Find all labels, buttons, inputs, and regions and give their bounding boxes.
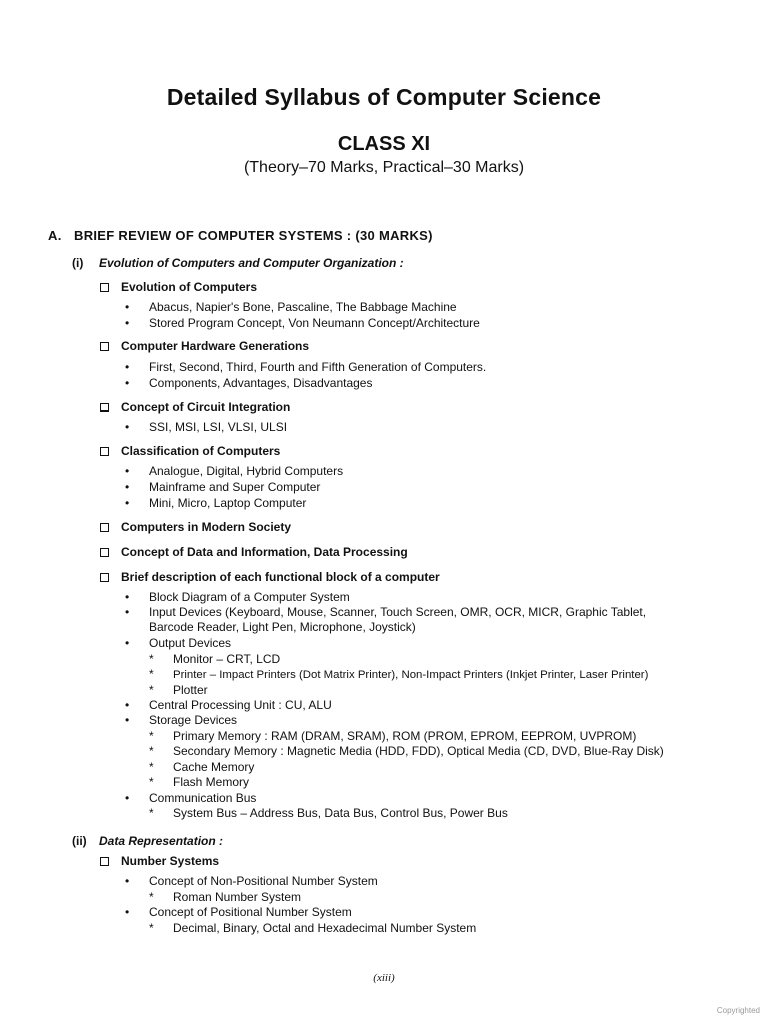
topic-label: Concept of Data and Information, Data Processing: [121, 545, 408, 559]
bullet-text: Components, Advantages, Disadvantages: [149, 376, 373, 390]
bullet-icon: •: [125, 605, 130, 619]
bullet-item: [125, 360, 487, 374]
subsection-text: Evolution of Computers and Computer Organization :: [99, 256, 404, 270]
bullet-item: [125, 480, 321, 494]
subbullet-item: [149, 652, 281, 666]
checkbox-icon: [100, 857, 109, 866]
subbullet-item: [149, 683, 208, 697]
bullet-item: [125, 590, 350, 604]
subbullet-item: [149, 729, 637, 743]
bullet-icon: •: [125, 905, 130, 919]
bullet-icon: •: [125, 480, 130, 494]
subbullet-text: Primary Memory : RAM (DRAM, SRAM), ROM (PROM, EPROM, EEPROM, UVPROM): [173, 729, 637, 743]
page-number: (xiii): [373, 972, 395, 984]
bullet-icon: •: [125, 464, 130, 478]
bullet-icon: •: [125, 300, 130, 314]
subbullet-text: Plotter: [173, 683, 208, 697]
bullet-item: [125, 605, 647, 619]
bullet-text: Analogue, Digital, Hybrid Computers: [149, 464, 344, 478]
topic-label: Classification of Computers: [121, 444, 281, 458]
copyright-watermark: Copyrighted: [716, 1006, 760, 1015]
bullet-item: [125, 698, 332, 712]
bullet-item: [125, 791, 257, 805]
bullet-icon: •: [125, 316, 130, 330]
subsection-number: (i): [72, 256, 84, 270]
bullet-text: Communication Bus: [149, 791, 257, 805]
section-a-heading: [48, 228, 433, 243]
marks-subheading: (Theory–70 Marks, Practical–30 Marks): [243, 159, 525, 176]
bullet-icon: •: [125, 360, 130, 374]
bullet-item: [125, 874, 378, 888]
bullet-text: Barcode Reader, Light Pen, Microphone, Joystick): [149, 620, 416, 634]
subbullet-text: Cache Memory: [173, 760, 255, 774]
bullet-icon: •: [125, 874, 130, 888]
subbullet-item: [149, 744, 664, 758]
topic-hardware-generations: [100, 339, 309, 353]
bullet-text: Concept of Non-Positional Number System: [149, 874, 378, 888]
subbullet-icon: *: [149, 667, 154, 681]
checkbox-icon: [100, 548, 109, 557]
subbullet-text: Secondary Memory : Magnetic Media (HDD, FDD), Optical Media (CD, DVD, Blue-Ray Disk): [173, 744, 664, 758]
subbullet-icon: *: [149, 921, 154, 935]
bullet-icon: •: [125, 376, 130, 390]
bullet-item: [125, 713, 238, 727]
bullet-text: Abacus, Napier's Bone, Pascaline, The Babbage Machine: [149, 300, 457, 314]
subbullet-icon: *: [149, 744, 154, 758]
bullet-item: [125, 496, 307, 510]
bullet-text: Block Diagram of a Computer System: [149, 590, 350, 604]
subsection-text: Data Representation :: [99, 834, 224, 848]
checkbox-icon: [100, 403, 109, 412]
bullet-item: [125, 420, 288, 434]
section-text: BRIEF REVIEW OF COMPUTER SYSTEMS : (30 MARKS): [74, 228, 433, 243]
bullet-text: Stored Program Concept, Von Neumann Concept/Architecture: [149, 316, 480, 330]
bullet-item: [125, 905, 352, 919]
checkbox-icon: [100, 573, 109, 582]
bullet-text: Concept of Positional Number System: [149, 905, 352, 919]
subbullet-text: Printer – Impact Printers (Dot Matrix Printer), Non-Impact Printers (Inkjet Printer, Laser Printer): [173, 669, 649, 681]
subbullet-item: [149, 806, 508, 820]
subbullet-icon: *: [149, 806, 154, 820]
subbullet-item: [149, 921, 477, 935]
subbullet-text: Monitor – CRT, LCD: [173, 652, 281, 666]
bullet-text: Mainframe and Super Computer: [149, 480, 321, 494]
bullet-item: [125, 636, 232, 650]
subbullet-item: [149, 760, 255, 774]
subbullet-icon: *: [149, 652, 154, 666]
checkbox-icon: [100, 342, 109, 351]
bullet-text: Output Devices: [149, 636, 232, 650]
bullet-icon: •: [125, 791, 130, 805]
bullet-continuation: [149, 620, 416, 634]
subbullet-text: System Bus – Address Bus, Data Bus, Control Bus, Power Bus: [173, 806, 508, 820]
topic-label: Brief description of each functional block of a computer: [121, 570, 440, 584]
subsection-number: (ii): [72, 834, 87, 848]
bullet-icon: •: [125, 496, 130, 510]
subbullet-icon: *: [149, 729, 154, 743]
topic-circuit-integration: [100, 400, 290, 414]
topic-label: Evolution of Computers: [121, 280, 257, 294]
subbullet-text: Roman Number System: [173, 890, 302, 904]
bullet-text: Mini, Micro, Laptop Computer: [149, 496, 307, 510]
subbullet-text: Flash Memory: [173, 775, 250, 789]
bullet-icon: •: [125, 590, 130, 604]
topic-data-information: [100, 545, 408, 559]
subsection-ii-heading: [72, 834, 223, 848]
topic-label: Computer Hardware Generations: [121, 339, 310, 353]
bullet-icon: •: [125, 698, 130, 712]
subbullet-item: [149, 667, 649, 681]
bullet-icon: •: [125, 713, 130, 727]
checkbox-icon: [100, 523, 109, 532]
bullet-item: [125, 300, 457, 314]
subsection-i-heading: [72, 256, 404, 270]
subbullet-text: Decimal, Binary, Octal and Hexadecimal Number System: [173, 921, 477, 935]
bullet-text: First, Second, Third, Fourth and Fifth Generation of Computers.: [149, 360, 487, 374]
page-title: Detailed Syllabus of Computer Science: [166, 84, 602, 110]
topic-modern-society: [100, 520, 291, 534]
bullet-text: Input Devices (Keyboard, Mouse, Scanner, Touch Screen, OMR, OCR, MICR, Graphic Tablet,: [149, 605, 647, 619]
checkbox-icon: [100, 447, 109, 456]
bullet-icon: •: [125, 636, 130, 650]
subbullet-item: [149, 775, 250, 789]
topic-label: Concept of Circuit Integration: [121, 400, 291, 414]
section-label: A.: [48, 228, 62, 243]
topic-evolution: [100, 280, 257, 294]
class-heading: CLASS XI: [337, 133, 431, 155]
bullet-item: [125, 376, 373, 390]
topic-number-systems: [100, 854, 219, 868]
bullet-text: Central Processing Unit : CU, ALU: [149, 698, 332, 712]
subbullet-icon: *: [149, 760, 154, 774]
bullet-text: Storage Devices: [149, 713, 238, 727]
subbullet-icon: *: [149, 890, 154, 904]
topic-label: Number Systems: [121, 854, 220, 868]
subbullet-icon: *: [149, 683, 154, 697]
topic-label: Computers in Modern Society: [121, 520, 292, 534]
bullet-text: SSI, MSI, LSI, VLSI, ULSI: [149, 420, 288, 434]
bullet-item: [125, 464, 344, 478]
subbullet-icon: *: [149, 775, 154, 789]
topic-functional-blocks: [100, 570, 440, 584]
checkbox-icon: [100, 283, 109, 292]
bullet-item: [125, 316, 480, 330]
bullet-icon: •: [125, 420, 130, 434]
topic-classification: [100, 444, 280, 458]
subbullet-item: [149, 890, 302, 904]
